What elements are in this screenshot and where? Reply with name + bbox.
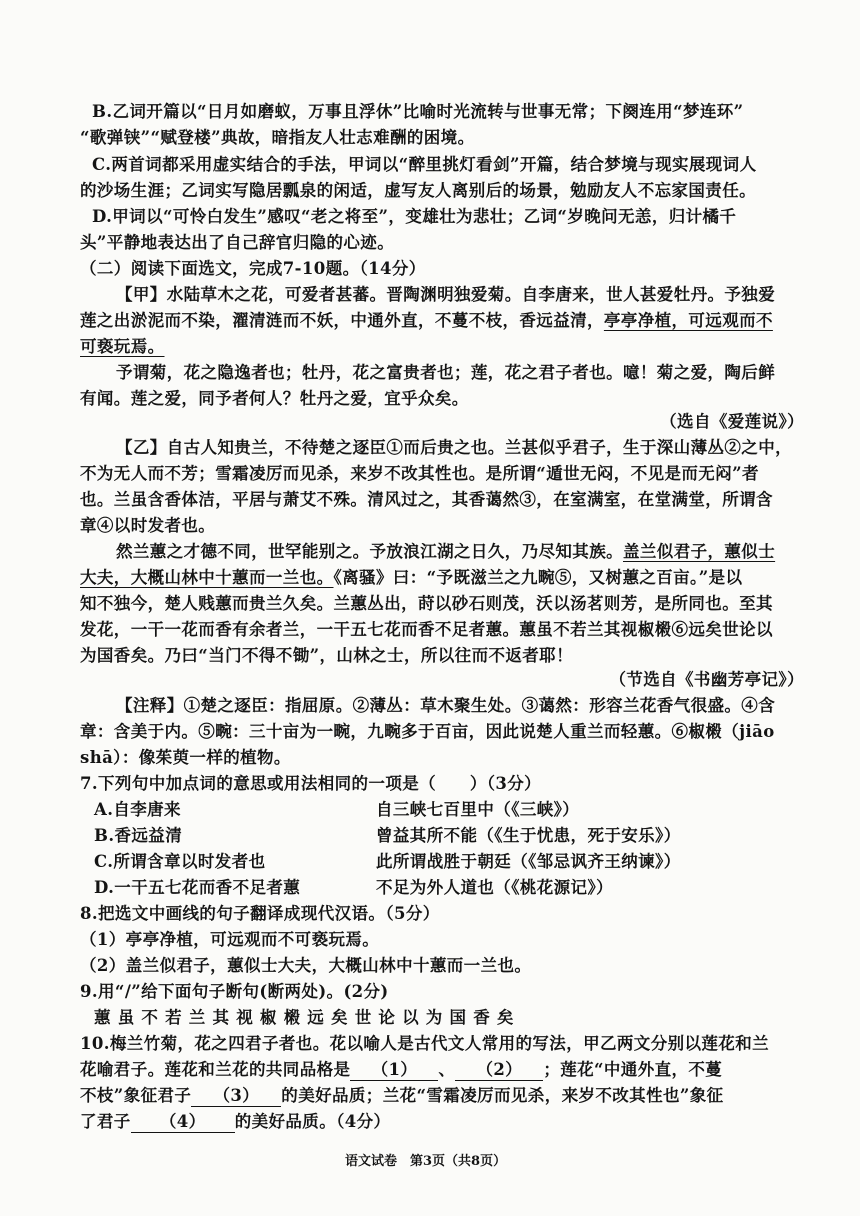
q6-option-b-line1: B.乙词开篇以“日月如磨蚁，万事且浮休”比喻时光流转与世事无常；下阕连用“梦连环” (92, 102, 744, 121)
q10-line3 (80, 1084, 724, 1108)
q10-line3-text-a: 不枝”象征君子 (80, 1086, 192, 1105)
q7-option-a-left: A.自李唐来 (94, 800, 181, 819)
q6-option-d-line1: D.甲词以“可怜白发生”感叹“老之将至”，变雄壮为悲壮；乙词“岁晚问无恙，归计橘千 (92, 207, 737, 226)
passage-jia-line5: 有闻。莲之爱，同予者何人？牡丹之爱，宜乎众矣。 (80, 389, 469, 408)
passage-yi-line5-text: 然兰蕙之才德不同，世罕能别之。予放浪江湖之日久，乃尽知其族。 (116, 542, 623, 561)
q7-option-d-right: 不足为外人道也（《桃花源记》） (376, 878, 613, 897)
q10-line1: 10.梅兰竹菊，花之四君子者也。花以喻人是古代文人常用的写法，甲乙两文分别以莲花和兰 (80, 1034, 770, 1053)
q7-option-c-right: 此所谓战胜于朝廷（《邹忌讽齐王纳谏》） (376, 852, 681, 871)
q9-sentence: 蕙虽不若兰其视椒樧远矣世论以为国香矣 (94, 1008, 521, 1027)
q10-line4-text-b: 的美好品质。（4分） (234, 1112, 391, 1131)
q7-option-b-right: 曾益其所不能（《生于忧患，死于安乐》） (376, 826, 681, 845)
passage-jia-line4: 予谓菊，花之隐逸者也；牡丹，花之富贵者也；莲，花之君子者也。噫！菊之爱，陶后鲜 (116, 363, 776, 382)
passage-jia-line1: 【甲】水陆草木之花，可爱者甚蕃。晋陶渊明独爱菊。自李唐来，世人甚爱牡丹。予独爱 (116, 285, 776, 304)
q10-line2 (80, 1058, 722, 1082)
q6-option-c-line1: C.两首词都采用虚实结合的手法，甲词以“醉里挑灯看剑”开篇，结合梦境与现实展现词人 (92, 155, 757, 174)
q9-stem: 9.用“/”给下面句子断句(断两处)。(2分) (80, 982, 389, 1001)
passage-yi-line2: 不为无人而不芳；雪霜凌厉而见杀，来岁不改其性也。是所谓“遁世无闷，不见是而无闷”者 (80, 464, 759, 483)
q8-sentence-1: （1）亭亭净植，可远观而不可亵玩焉。 (80, 930, 380, 949)
q10-line2-text-a: 花喻君子。莲花和兰花的共同品格是 (80, 1060, 351, 1079)
q6-option-d-line2: 头”平静地表达出了自己辞官归隐的心迹。 (80, 233, 395, 252)
passage-yi-line4: 章④以时发者也。 (80, 516, 216, 535)
q10-line2-text-b: ；莲花“中通外直，不蔓 (543, 1060, 723, 1079)
notes-line1: 【注释】①楚之逐臣：指屈原。②薄丛：草木聚生处。③蔼然：形容兰花香气很盛。④含 (116, 696, 776, 715)
q10-line4-text-a: 了君子 (80, 1112, 131, 1131)
passage-yi-line6 (80, 566, 742, 590)
passage-yi-line9: 为国香矣。乃曰“当门不得不锄”，山林之士，所以往而不返者耶！ (80, 646, 573, 665)
passage-yi-line1: 【乙】自古人知贵兰，不待楚之逐臣①而后贵之也。兰甚似乎君子，生于深山薄丛②之中， (116, 438, 792, 457)
passage-yi-line6-text: 《离骚》曰：“予既滋兰之九畹⑤，又树蕙之百亩。”是以 (333, 568, 743, 587)
underlined-sentence-1-part2: 可亵玩焉。 (80, 337, 165, 356)
q7-option-b-left: B.香远益清 (94, 826, 183, 845)
passage-jia-source: （选自《爱莲说》） (660, 412, 804, 431)
passage-yi-line3: 也。兰虽含香体洁，平居与萧艾不殊。清风过之，其香蔼然③，在室满室，在堂满堂，所谓含 (80, 490, 773, 509)
q7-stem: 7.下列句中加点词的意思或用法相同的一项是（ ）（3分） (80, 774, 542, 793)
notes-line3: shā）：像茱萸一样的植物。 (80, 748, 291, 767)
answer-blank-3[interactable]: （3） (191, 1086, 281, 1107)
notes-line2: 章：含美于内。⑤畹：三十亩为一畹，九畹多于百亩，因此说楚人重兰而轻蕙。⑥椒樧（jiāo (80, 722, 775, 741)
q6-option-b-line2: “歌弹铗”“赋登楼”典故，暗指友人壮志难酬的困境。 (80, 128, 475, 147)
q7-option-c-left: C.所谓含章以时发者也 (94, 852, 266, 871)
q8-sentence-2: （2）盖兰似君子，蕙似士大夫，大概山林中十蕙而一兰也。 (80, 956, 532, 975)
underlined-sentence-2-part1: 盖兰似君子，蕙似士 (623, 542, 776, 561)
passage-yi-source: （节选自《书幽芳亭记》） (609, 670, 804, 689)
answer-blank-1[interactable]: （1） (350, 1060, 438, 1081)
passage-yi-line5 (116, 540, 775, 564)
passage-yi-line8: 发花，一干一花而香有余者兰，一干五七花而香不足者蕙。蕙虽不若兰其视椒樧⑥远矣世论以 (80, 620, 773, 639)
underlined-sentence-2-part2: 大夫，大概山林中十蕙而一兰也。 (80, 568, 334, 587)
q10-line3-text-b: 的美好品质；兰花“雪霜凌厉而见杀，来岁不改其性也”象征 (281, 1086, 724, 1105)
passage-jia-line2-text: 莲之出淤泥而不染，濯清涟而不妖，中通外直，不蔓不枝，香远益清， (80, 311, 604, 330)
q10-separator: 、 (438, 1060, 456, 1079)
passage-jia-line3 (80, 335, 165, 359)
answer-blank-4[interactable]: （4） (131, 1112, 235, 1133)
underlined-sentence-1-part1: 亭亭净植，可远观而不 (603, 311, 773, 330)
page-footer: 语文试卷 第3页（共8页） (345, 1154, 507, 1169)
passage-jia-line2 (80, 309, 773, 333)
passage-yi-line7: 知不独今，楚人贱蕙而贵兰久矣。兰蕙丛出，莳以砂石则茂，沃以汤茗则芳，是所同也。至其 (80, 594, 773, 613)
q7-option-d-left: D.一干五七花而香不足者蕙 (94, 878, 301, 897)
q7-option-a-right: 自三峡七百里中（《三峡》） (376, 800, 580, 819)
q6-option-c-line2: 的沙场生涯；乙词实写隐居瓢泉的闲适，虚写友人离别后的场景，勉励友人不忘家国责任。 (80, 181, 756, 200)
q8-stem: 8.把选文中画线的句子翻译成现代汉语。（5分） (80, 904, 440, 923)
q10-line4 (80, 1110, 390, 1134)
answer-blank-2[interactable]: （2） (455, 1060, 543, 1081)
section2-heading: （二）阅读下面选文，完成7-10题。（14分） (80, 259, 426, 278)
